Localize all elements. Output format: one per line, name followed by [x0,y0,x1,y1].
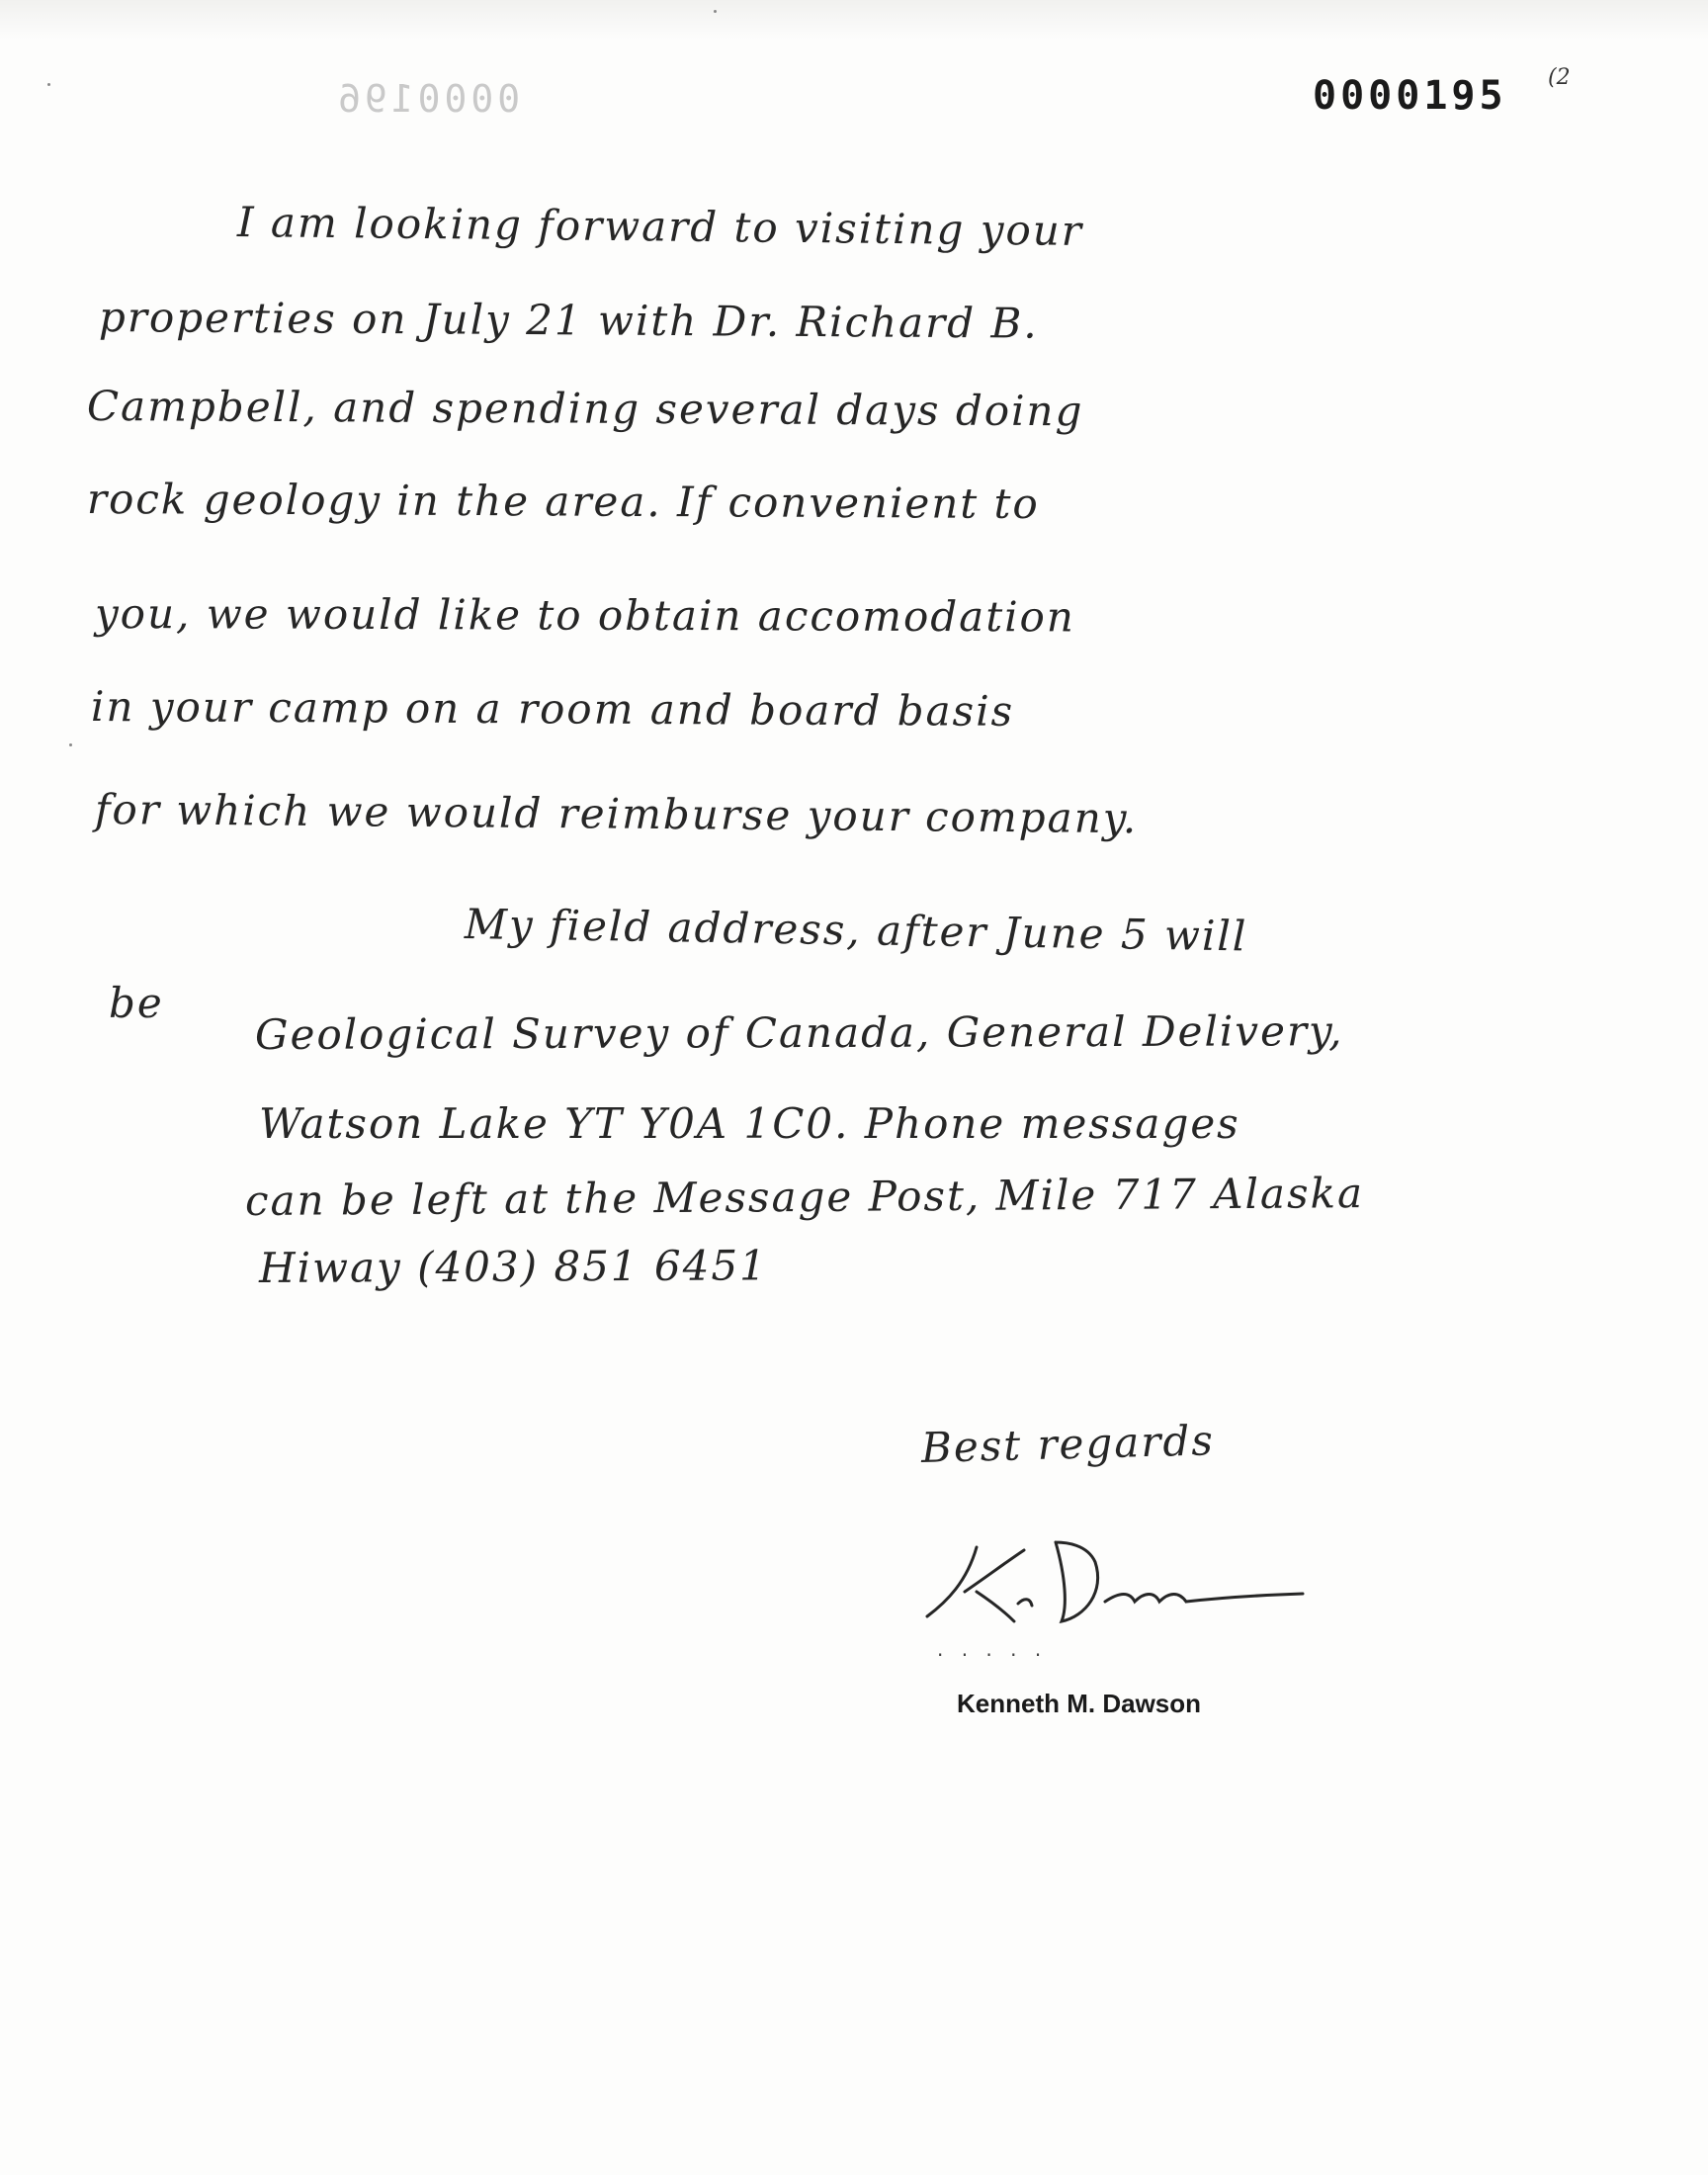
signature-line-dots: · · · · · [937,1643,1048,1667]
letter-line: be [109,979,164,1027]
corner-page-mark: (2 [1548,65,1571,90]
letter-line: in your camp on a room and board basis [90,682,1015,736]
letter-line: Campbell, and spending several days doing [86,382,1084,436]
scan-speck [47,83,50,86]
letter-line: I am looking forward to visiting your [236,198,1084,255]
scan-speck [714,10,717,13]
scan-speck [69,743,72,746]
letter-line: for which we would reimburse your company. [94,785,1139,843]
letter-line: Hiway (403) 851 6451 [258,1241,768,1292]
letter-line: can be left at the Message Post, Mile 717 Alaska [244,1169,1365,1225]
scan-shading [0,0,1708,40]
letter-line: you, we would like to obtain accomodation [94,589,1075,642]
letter-line: Watson Lake YT Y0A 1C0. Phone messages [259,1099,1240,1148]
document-number: 0000195 [1313,73,1507,119]
letter-closing: Best regards [920,1416,1216,1472]
signer-name: Kenneth M. Dawson [957,1689,1202,1718]
letter-line: properties on July 21 with Dr. Richard B. [98,293,1039,348]
letter-line: My field address, after June 5 will [464,900,1248,961]
letter-line: Geological Survey of Canada, General Delivery, [254,1006,1344,1059]
handwritten-signature [907,1522,1323,1641]
letter-line: rock geology in the area. If convenient to [86,475,1040,529]
bleed-through-number: 0000196 [334,77,521,121]
